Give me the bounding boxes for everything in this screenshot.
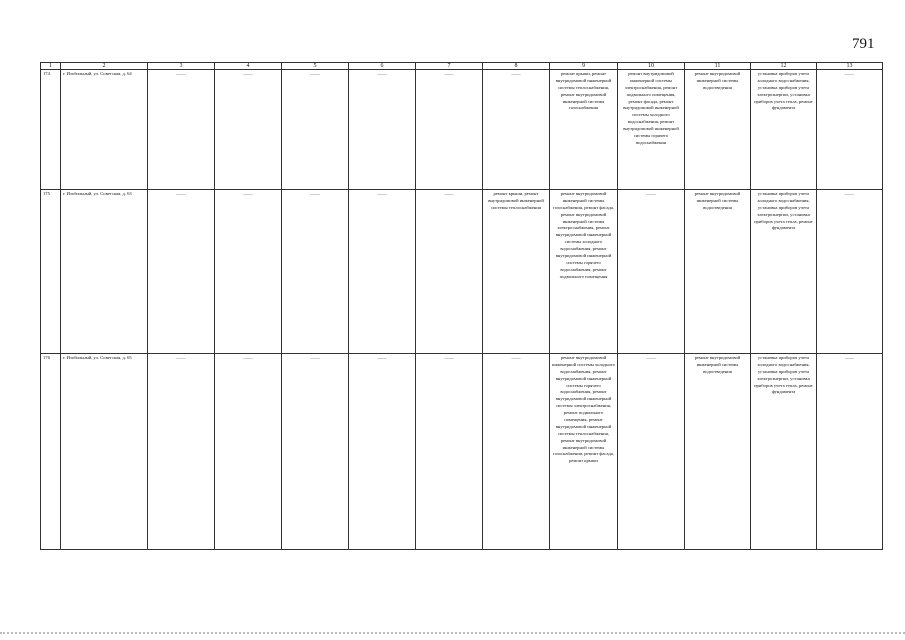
empty-dash-cell: —— [416, 70, 483, 190]
column-header: 7 [416, 63, 483, 70]
address-cell: г. Изобильный, ул. Советская, д. 63 [61, 190, 148, 354]
row-number: 176 [41, 354, 61, 550]
works-cell: ремонт крыши, ремонт внутридомовой инженерной системы теплоснабжения, ремонт внутридомовой инженерной системы газоснабжения [550, 70, 618, 190]
works-cell: ремонт внутридомовой инженерной системы водоотведения [685, 354, 751, 550]
empty-dash-cell: —— [618, 190, 685, 354]
column-number-row [41, 63, 883, 70]
capital-repair-table [40, 62, 883, 550]
empty-dash-cell: —— [416, 354, 483, 550]
works-cell: ремонт внутридомовой инженерной системы водоотведения [685, 70, 751, 190]
empty-dash-cell: —— [349, 354, 416, 550]
column-header: 2 [61, 63, 148, 70]
column-header: 5 [282, 63, 349, 70]
empty-dash-cell: —— [215, 190, 282, 354]
works-cell: ремонт крыши, ремонт внутридомовой инженерной системы теплоснабжения [483, 190, 550, 354]
column-header: 4 [215, 63, 282, 70]
column-header: 10 [618, 63, 685, 70]
empty-dash-cell: —— [215, 354, 282, 550]
column-header: 1 [41, 63, 61, 70]
address-cell: г. Изобильный, ул. Советская, д. 65 [61, 354, 148, 550]
works-cell: ремонт внутридомовой инженерной системы водоотведения [685, 190, 751, 354]
table-row [41, 190, 883, 354]
works-cell: установка приборов учета холодного водоснабжения, установка приборов учета электроэнергии, установка приборов учета тепла, ремонт фундамента [751, 190, 817, 354]
empty-dash-cell: —— [148, 190, 215, 354]
table-row [41, 70, 883, 190]
empty-dash-cell: —— [618, 354, 685, 550]
column-header: 3 [148, 63, 215, 70]
empty-dash-cell: —— [483, 70, 550, 190]
empty-dash-cell: —— [215, 70, 282, 190]
empty-dash-cell: —— [349, 70, 416, 190]
empty-dash-cell: —— [282, 70, 349, 190]
works-cell: ремонт внутридомовой инженерной системы холодного водоснабжения, ремонт внутридомовой инженерной системы горячего водоснабжения, ремонт внутридомовой инженерной системы электроснабжения, ремонт подвального помещения, ремонт внутридомовой инженерной системы теплоснабжения, ремонт внутридомовой инженерной системы газоснабжения, ремонт фасада, ремонт крыши [550, 354, 618, 550]
empty-dash-cell: —— [282, 354, 349, 550]
column-header: 6 [349, 63, 416, 70]
empty-dash-cell: —— [148, 70, 215, 190]
empty-dash-cell: —— [349, 190, 416, 354]
empty-dash-cell: —— [282, 190, 349, 354]
empty-dash-cell: —— [416, 190, 483, 354]
works-cell: установка приборов учета холодного водоснабжения, установка приборов учета электроэнергии, установка приборов учета тепла, ремонт фундамента [751, 354, 817, 550]
empty-dash-cell: —— [148, 354, 215, 550]
table-row [41, 354, 883, 550]
works-cell: установка приборов учета холодного водоснабжения, установка приборов учета электроэнергии, установка приборов учета тепла, ремонт фундамента [751, 70, 817, 190]
empty-dash-cell: —— [483, 354, 550, 550]
column-header: 11 [685, 63, 751, 70]
row-number: 175 [41, 190, 61, 354]
empty-dash-cell: —— [817, 70, 883, 190]
empty-dash-cell: —— [817, 190, 883, 354]
empty-dash-cell: —— [817, 354, 883, 550]
page-number: 791 [852, 36, 875, 52]
address-cell: г. Изобильный, ул. Советская, д. 64 [61, 70, 148, 190]
works-cell: ремонт внутридомовой инженерной системы газоснабжения, ремонт фасада, ремонт внутридомовой инженерной системы электроснабжения, ремонт внутридомовой инженерной системы холодного водоснабжения, ремонт внутридомовой инженерной системы горячего водоснабжения, ремонт подвального помещения [550, 190, 618, 354]
column-header: 13 [817, 63, 883, 70]
scan-artifact-line [0, 632, 905, 634]
row-number: 174 [41, 70, 61, 190]
column-header: 9 [550, 63, 618, 70]
column-header: 12 [751, 63, 817, 70]
column-header: 8 [483, 63, 550, 70]
works-cell: ремонт внутридомовой инженерной системы электроснабжения, ремонт подвального помещения, ремонт фасада, ремонт внутридомовой инженерной системы холодного водоснабжения, ремонт внутридомовой инженерной системы горячего водоснабжения [618, 70, 685, 190]
